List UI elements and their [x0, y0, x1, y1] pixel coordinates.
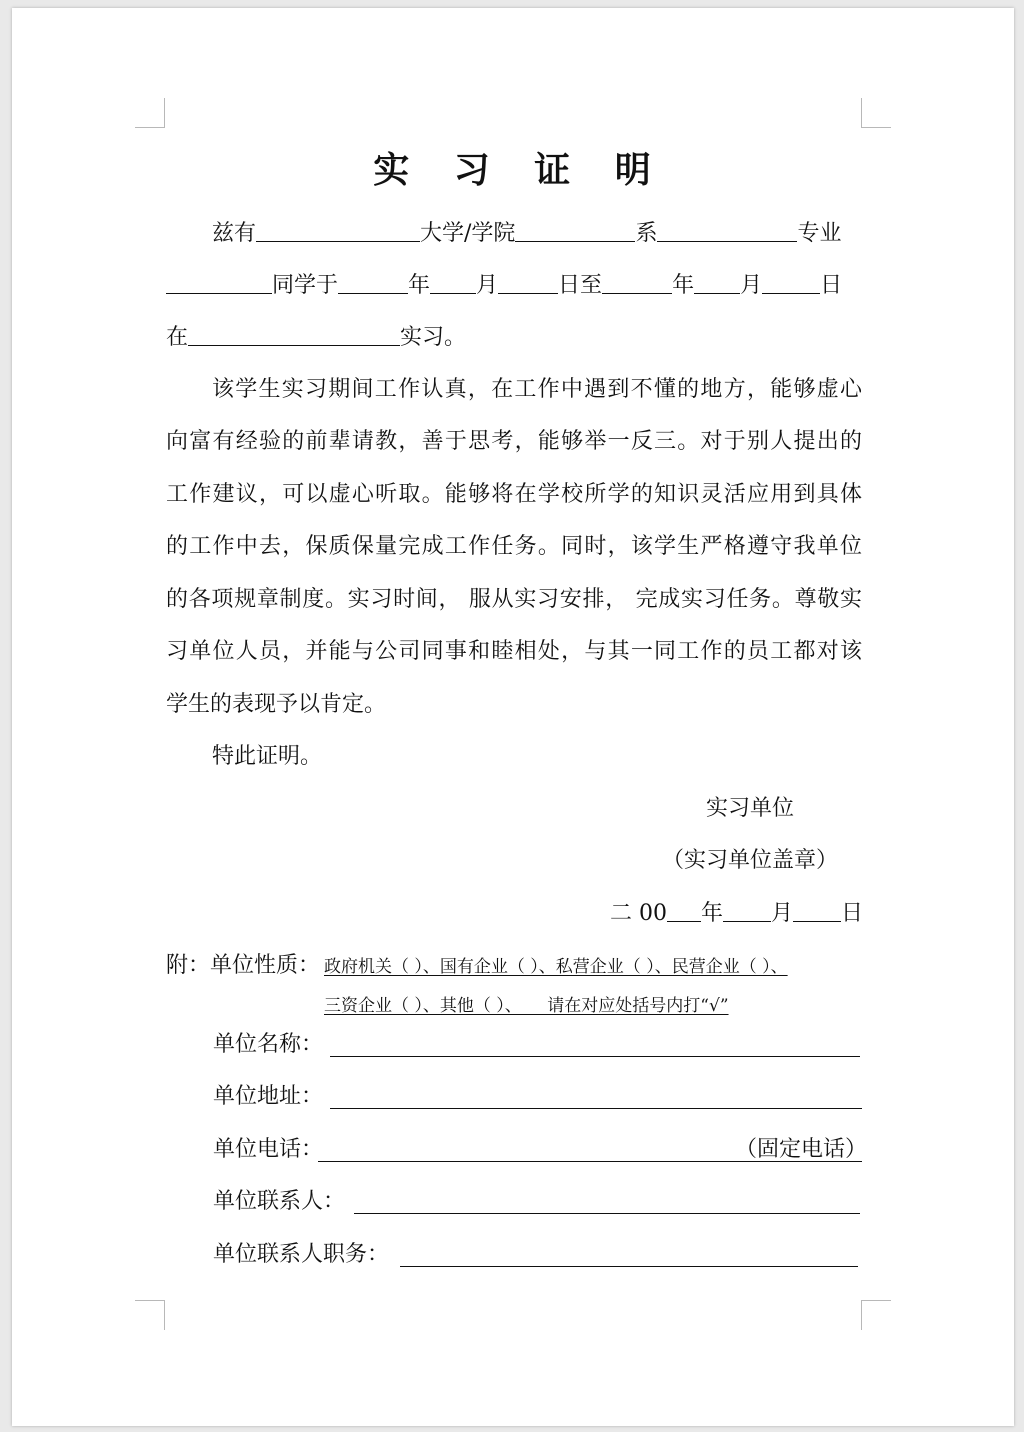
intro-text: 大学/学院 — [420, 221, 516, 246]
unit-address-label: 单位地址： — [213, 1084, 324, 1109]
date-month-blank[interactable] — [723, 900, 771, 922]
unit-type-options-line-1[interactable]: 政府机关（ ）、国有企业（ ）、私营企业（ ）、民营企业（ ）、 — [324, 957, 788, 977]
unit-contact-label: 单位联系人： — [213, 1189, 346, 1214]
intro-text: 同学于 — [272, 273, 339, 298]
end-day-blank[interactable] — [762, 272, 820, 294]
corner-mark-top-right — [861, 98, 891, 128]
major-blank[interactable] — [657, 220, 797, 242]
corner-mark-bottom-right — [861, 1300, 891, 1330]
date-text: 日 — [841, 901, 864, 926]
start-year-blank[interactable] — [338, 272, 408, 294]
intro-text: 专业 — [797, 221, 842, 246]
intro-line-1 — [166, 219, 862, 249]
body-line: 学生的表现予以肯定。 — [166, 692, 387, 717]
body-line: 的各项规章制度。实习时间， 服从实习安排， 完成实习任务。尊敬实 — [166, 587, 862, 612]
unit-type-options-line-2[interactable]: 三资企业（ ）、其他（ ）、 请在对应处括号内打“√” — [324, 996, 729, 1016]
closing-text: 特此证明。 — [212, 744, 323, 769]
unit-contact-title-label: 单位联系人职务： — [213, 1242, 390, 1267]
document-title: 实 习 证 明 — [373, 149, 667, 191]
intro-text: 兹有 — [212, 221, 257, 246]
attachment-label: 附：单位性质： — [166, 953, 321, 978]
intro-text: 系 — [635, 221, 658, 246]
intro-text: 年 — [672, 273, 695, 298]
signature-stamp: （实习单位盖章） — [662, 848, 839, 873]
unit-phone-label: 单位电话： — [213, 1137, 324, 1162]
intro-line-3 — [166, 323, 862, 353]
intro-text: 日至 — [558, 273, 603, 298]
unit-name-field[interactable] — [330, 1056, 860, 1057]
corner-mark-top-left — [135, 98, 165, 128]
unit-address-field[interactable] — [330, 1108, 862, 1109]
signature-date — [610, 899, 863, 929]
intro-text: 在 — [166, 325, 189, 350]
intro-text: 年 — [408, 273, 431, 298]
intro-line-2 — [166, 271, 862, 301]
unit-name-label: 单位名称： — [213, 1032, 324, 1057]
date-text: 月 — [771, 901, 794, 926]
student-name-blank[interactable] — [166, 272, 272, 294]
start-month-blank[interactable] — [430, 272, 476, 294]
university-blank[interactable] — [256, 220, 420, 242]
date-text: 年 — [701, 901, 724, 926]
company-blank[interactable] — [188, 324, 400, 346]
body-line: 该学生实习期间工作认真，在工作中遇到不懂的地方，能够虚心 — [212, 377, 862, 402]
end-month-blank[interactable] — [694, 272, 740, 294]
corner-mark-bottom-left — [135, 1300, 165, 1330]
department-blank[interactable] — [515, 220, 635, 242]
intro-text: 实习。 — [400, 325, 467, 350]
intro-text: 月 — [740, 273, 763, 298]
body-line: 习单位人员，并能与公司同事和睦相处，与其一同工作的员工都对该 — [166, 639, 862, 664]
phone-note: （固定电话） — [735, 1137, 868, 1162]
date-day-blank[interactable] — [793, 900, 841, 922]
body-line: 工作建议，可以虚心听取。能够将在学校所学的知识灵活应用到具体 — [166, 482, 862, 507]
end-year-blank[interactable] — [602, 272, 672, 294]
date-prefix: 二 00 — [610, 901, 667, 926]
signature-unit: 实习单位 — [706, 796, 795, 821]
date-year-blank[interactable] — [667, 900, 701, 922]
body-line: 的工作中去，保质保量完成工作任务。同时，该学生严格遵守我单位 — [166, 534, 862, 559]
unit-contact-field[interactable] — [354, 1213, 860, 1214]
intro-text: 月 — [476, 273, 499, 298]
start-day-blank[interactable] — [498, 272, 558, 294]
body-line: 向富有经验的前辈请教，善于思考，能够举一反三。对于别人提出的 — [166, 429, 862, 454]
unit-contact-title-field[interactable] — [400, 1266, 858, 1267]
intro-text: 日 — [820, 273, 843, 298]
